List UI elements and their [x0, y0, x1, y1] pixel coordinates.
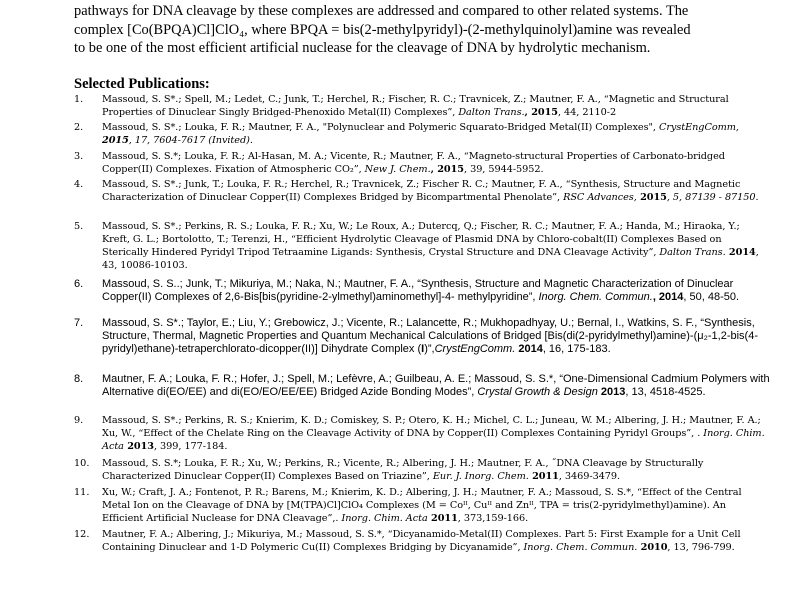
publication-authors-title: Massoud, S. S*.; Spell, M.; Ledet, C.; Junk, T.; Herchel, R.; Fischer, R. C.; Travnicek, Z.; Mautner, F. A., “Magnetic and Structural Properties of Dinuclear Singly Bridged-Phenoxido Metal(II) Complexes”, [102, 94, 729, 119]
intro-paragraph [74, 2, 774, 58]
publication-year: 2010 [637, 542, 668, 554]
intro-line: to be one of the most efficient artificial nuclease for the cleavage of DNA by hydrolytic mechanism. [74, 40, 651, 56]
publication-details: , 39, 5944-5952. [464, 164, 544, 176]
publication-number: 7. [74, 317, 84, 329]
publication-text [102, 121, 770, 147]
publication-text [102, 178, 770, 204]
publication-details: , 43, 10086-10103. [102, 247, 759, 272]
publication-text [102, 373, 770, 399]
publication-journal: Dalton Trans. [659, 247, 726, 259]
publication-details: , 5, 87139 - 87150. [666, 192, 759, 204]
publication-journal: Inorg. Chim. Acta [102, 428, 765, 453]
publication-text [102, 150, 770, 176]
publication-year: 2015 [102, 135, 129, 147]
publication-details: , 373,159-166. [457, 513, 529, 525]
publication-details: , 3469-3479. [558, 471, 621, 483]
publication-journal: RSC Advances, [563, 192, 637, 204]
publication-number: 9. [74, 415, 84, 426]
publication-number: 10. [74, 458, 90, 469]
publication-details: , 399, 177-184. [153, 441, 228, 453]
intro-line: complex [Co(BPQA)Cl]ClO₄, where BPQA = bis(2-methylpyridyl)-(2-methylquinolyl)amine was revealed [74, 21, 691, 38]
publication-journal: CrystEngComm, [658, 122, 739, 133]
publication-number: 2. [74, 122, 84, 133]
publication-journal: CrystEngComm. [434, 343, 516, 356]
publication-details: , 50, 48-50. [683, 291, 740, 304]
publication-details: , 16, 175-183. [542, 343, 611, 356]
publication-journal: Inorg. Chem. Commun. [538, 291, 653, 304]
publication-text [102, 317, 770, 357]
publication-journal: Eur. J. Inorg. Chem. [432, 471, 529, 483]
publication-text [102, 486, 770, 525]
publication-details: , 13, 4518-4525. [625, 386, 706, 399]
publication-number: 6. [74, 278, 84, 290]
publication-authors-title: Massoud, S. S.*; Louka, F. R.; Al-Hasan, M. A.; Vicente, R.; Mautner, F. A., “Magneto-structural Properties of Carbonato-bridged Copper(II) Complexes. Fixation of Atmospheric CO₂”, [102, 151, 725, 176]
publication-year: , 2015 [430, 164, 465, 176]
publication-year: , 2014 [652, 291, 684, 304]
publication-journal: Crystal Growth & Design [477, 386, 598, 399]
publication-text [102, 457, 770, 483]
publication-year: 2014 [725, 247, 756, 259]
publication-authors-title: Massoud, S. S..; Junk, T.; Mikuriya, M.; Naka, N.; Mautner, F. A., “Synthesis, Structure and Magnetic Characterization of Dinuclear Copper(II) Complexes of 2,6-Bis[bis(pyridine-2-ylmethyl)aminomethyl]-4- methylpyridine”, [102, 278, 734, 304]
publication-year: 2013 [123, 441, 154, 453]
publication-year: 2011 [528, 471, 559, 483]
publication-text [102, 528, 770, 554]
publication-year: 2013 [597, 386, 626, 399]
publication-authors-title-end: )”, [424, 343, 435, 356]
publication-number: 11. [74, 487, 90, 498]
publication-number: 5. [74, 221, 84, 232]
publication-authors-title: Massoud, S. S.*; Louka, F. R.; Xu, W.; Perkins, R.; Vicente, R.; Albering, J. H.; Mautner, F. A., ˝DNA Cleavage by Structurally Characterized Dinuclear Copper(II) Complexes Based on Triazine”, [102, 458, 704, 483]
publication-authors-title: Massoud, S. S*.; Junk, T.; Louka, F. R.; Herchel, R.; Travnicek, Z.; Fischer R. C.; Mautner, F. A., “Synthesis, Structure and Magnetic Characterization of Dinuclear Copper(II) Complexes Bridged by Bicompartmental Phenolate”, [102, 179, 741, 204]
publication-number: 8. [74, 373, 84, 385]
publication-text [102, 220, 770, 272]
publication-mark: I [421, 343, 425, 356]
publication-year: , 2015 [524, 107, 558, 119]
publication-authors-title: Mautner, F. A.; Louka, F. R.; Hofer, J.; Spell, M.; Lefèvre, A.; Guilbeau, A. E.; Massoud, S. S.*, “One-Dimensional Cadmium Polymers with Alternative di(EO/EE) and di(EO/EO/EE/EE) Bridged Azide Bonding Modes”, [102, 373, 770, 399]
publication-details: , 13, 796-799. [667, 542, 735, 554]
publication-authors-title: Massoud, S. S*.; Perkins, R. S.; Knierim, K. D.; Comiskey, S. P.; Otero, K. H.; Michel, C. L.; Juneau, W. M.; Albering, J. H.; Mautner, F. A.; Xu, W., “Effect of the Chelate Ring on the Cleavage Activity of DNA by Copper(II) Complexes Containing Pyridyl Groups”, . [102, 415, 761, 440]
publication-authors-title: Massoud, S. S*.; Louka, F. R.; Mautner, F. A., "Polynuclear and Polymeric Squarato-Bridged Metal(II) Complexes", [102, 122, 659, 133]
publication-journal: Inorg. Chem. Commun. [523, 542, 638, 554]
publication-details: , 17, 7604-7617 (Invited). [128, 135, 253, 147]
publication-year: 2011 [427, 513, 458, 525]
publication-number: 1. [74, 94, 84, 105]
publication-number: 12. [74, 529, 90, 540]
publication-authors-title: Mautner, F. A.; Albering, J.; Mikuriya, M.; Massoud, S. S.*, “Dicyanamido-Metal(II) Complexes. Part 5: First Example for a Unit Cell Containing Dinuclear and 1-D Polymeric Cu(II) Complexes Bridging by Dicyanamide”, [102, 529, 741, 554]
publication-text [102, 278, 770, 304]
publication-number: 4. [74, 179, 84, 190]
publication-authors-title: Massoud, S. S*.; Perkins, R. S.; Louka, F. R.; Xu, W.; Le Roux, A.; Dutercq, Q.; Fischer, R. C.; Mautner, F. A.; Handa, M.; Hiraoka, Y.; Kreft, G. L.; Bortolotto, T.; Terenzi, H., “Efficient Hydrolytic Cleavage of Plasmid DNA by Chloro-cobalt(II) Complexes Based on Sterically Hindered Pyridyl Tripod Tetraamine Ligands: Synthesis, Crystal Structure and DNA Cleavage Activity”, [102, 221, 740, 259]
publication-number: 3. [74, 151, 84, 162]
publication-authors-title: Massoud, S. S*.; Taylor, E.; Liu, Y.; Grebowicz, J.; Vicente, R.; Lalancette, R.; Mukhopadhyay, U.; Bernal, I., Watkins, S. F., “Synthesis, Structure, Thermal, Magnetic Properties and Quantum Mechanical Calculations of Bridged [Bis(di(2-pyridylmethyl)amine)-(μ₂-1,2-bis(4-pyridyl)ethane)-tetraperchlorato-dicopper(II)] Dihydrate Complex ( [102, 317, 758, 356]
publication-journal: Dalton Trans. [458, 107, 525, 119]
section-title: Selected Publications: [74, 76, 210, 92]
publication-year: 2014 [515, 343, 543, 356]
publication-text [102, 414, 770, 453]
intro-line: pathways for DNA cleavage by these complexes are addressed and compared to other related systems. The [74, 3, 689, 19]
publication-text [102, 93, 770, 119]
publication-authors-title: Xu, W.; Craft, J. A.; Fontenot, P. R.; Barens, M.; Knierim, K. D.; Albering, J. H.; Mautner, F. A.; Massoud, S. S.*, “Effect of the Central Metal Ion on the Cleavage of DNA by [M(TPA)Cl]ClO₄ Complexes (M = Coᴵᴵ, Cuᴵᴵ and Znᴵᴵ, TPA = tris(2-pyridylmethyl)amine). An Efficient Artificial Nuclease for DNA Cleavage”,. [102, 487, 742, 525]
publication-details: , 44, 2110-2 [557, 107, 617, 119]
publication-year: 2015 [636, 192, 667, 204]
publication-journal: New J. Chem. [364, 164, 431, 176]
publication-journal: Inorg. Chim. Acta [341, 513, 428, 525]
